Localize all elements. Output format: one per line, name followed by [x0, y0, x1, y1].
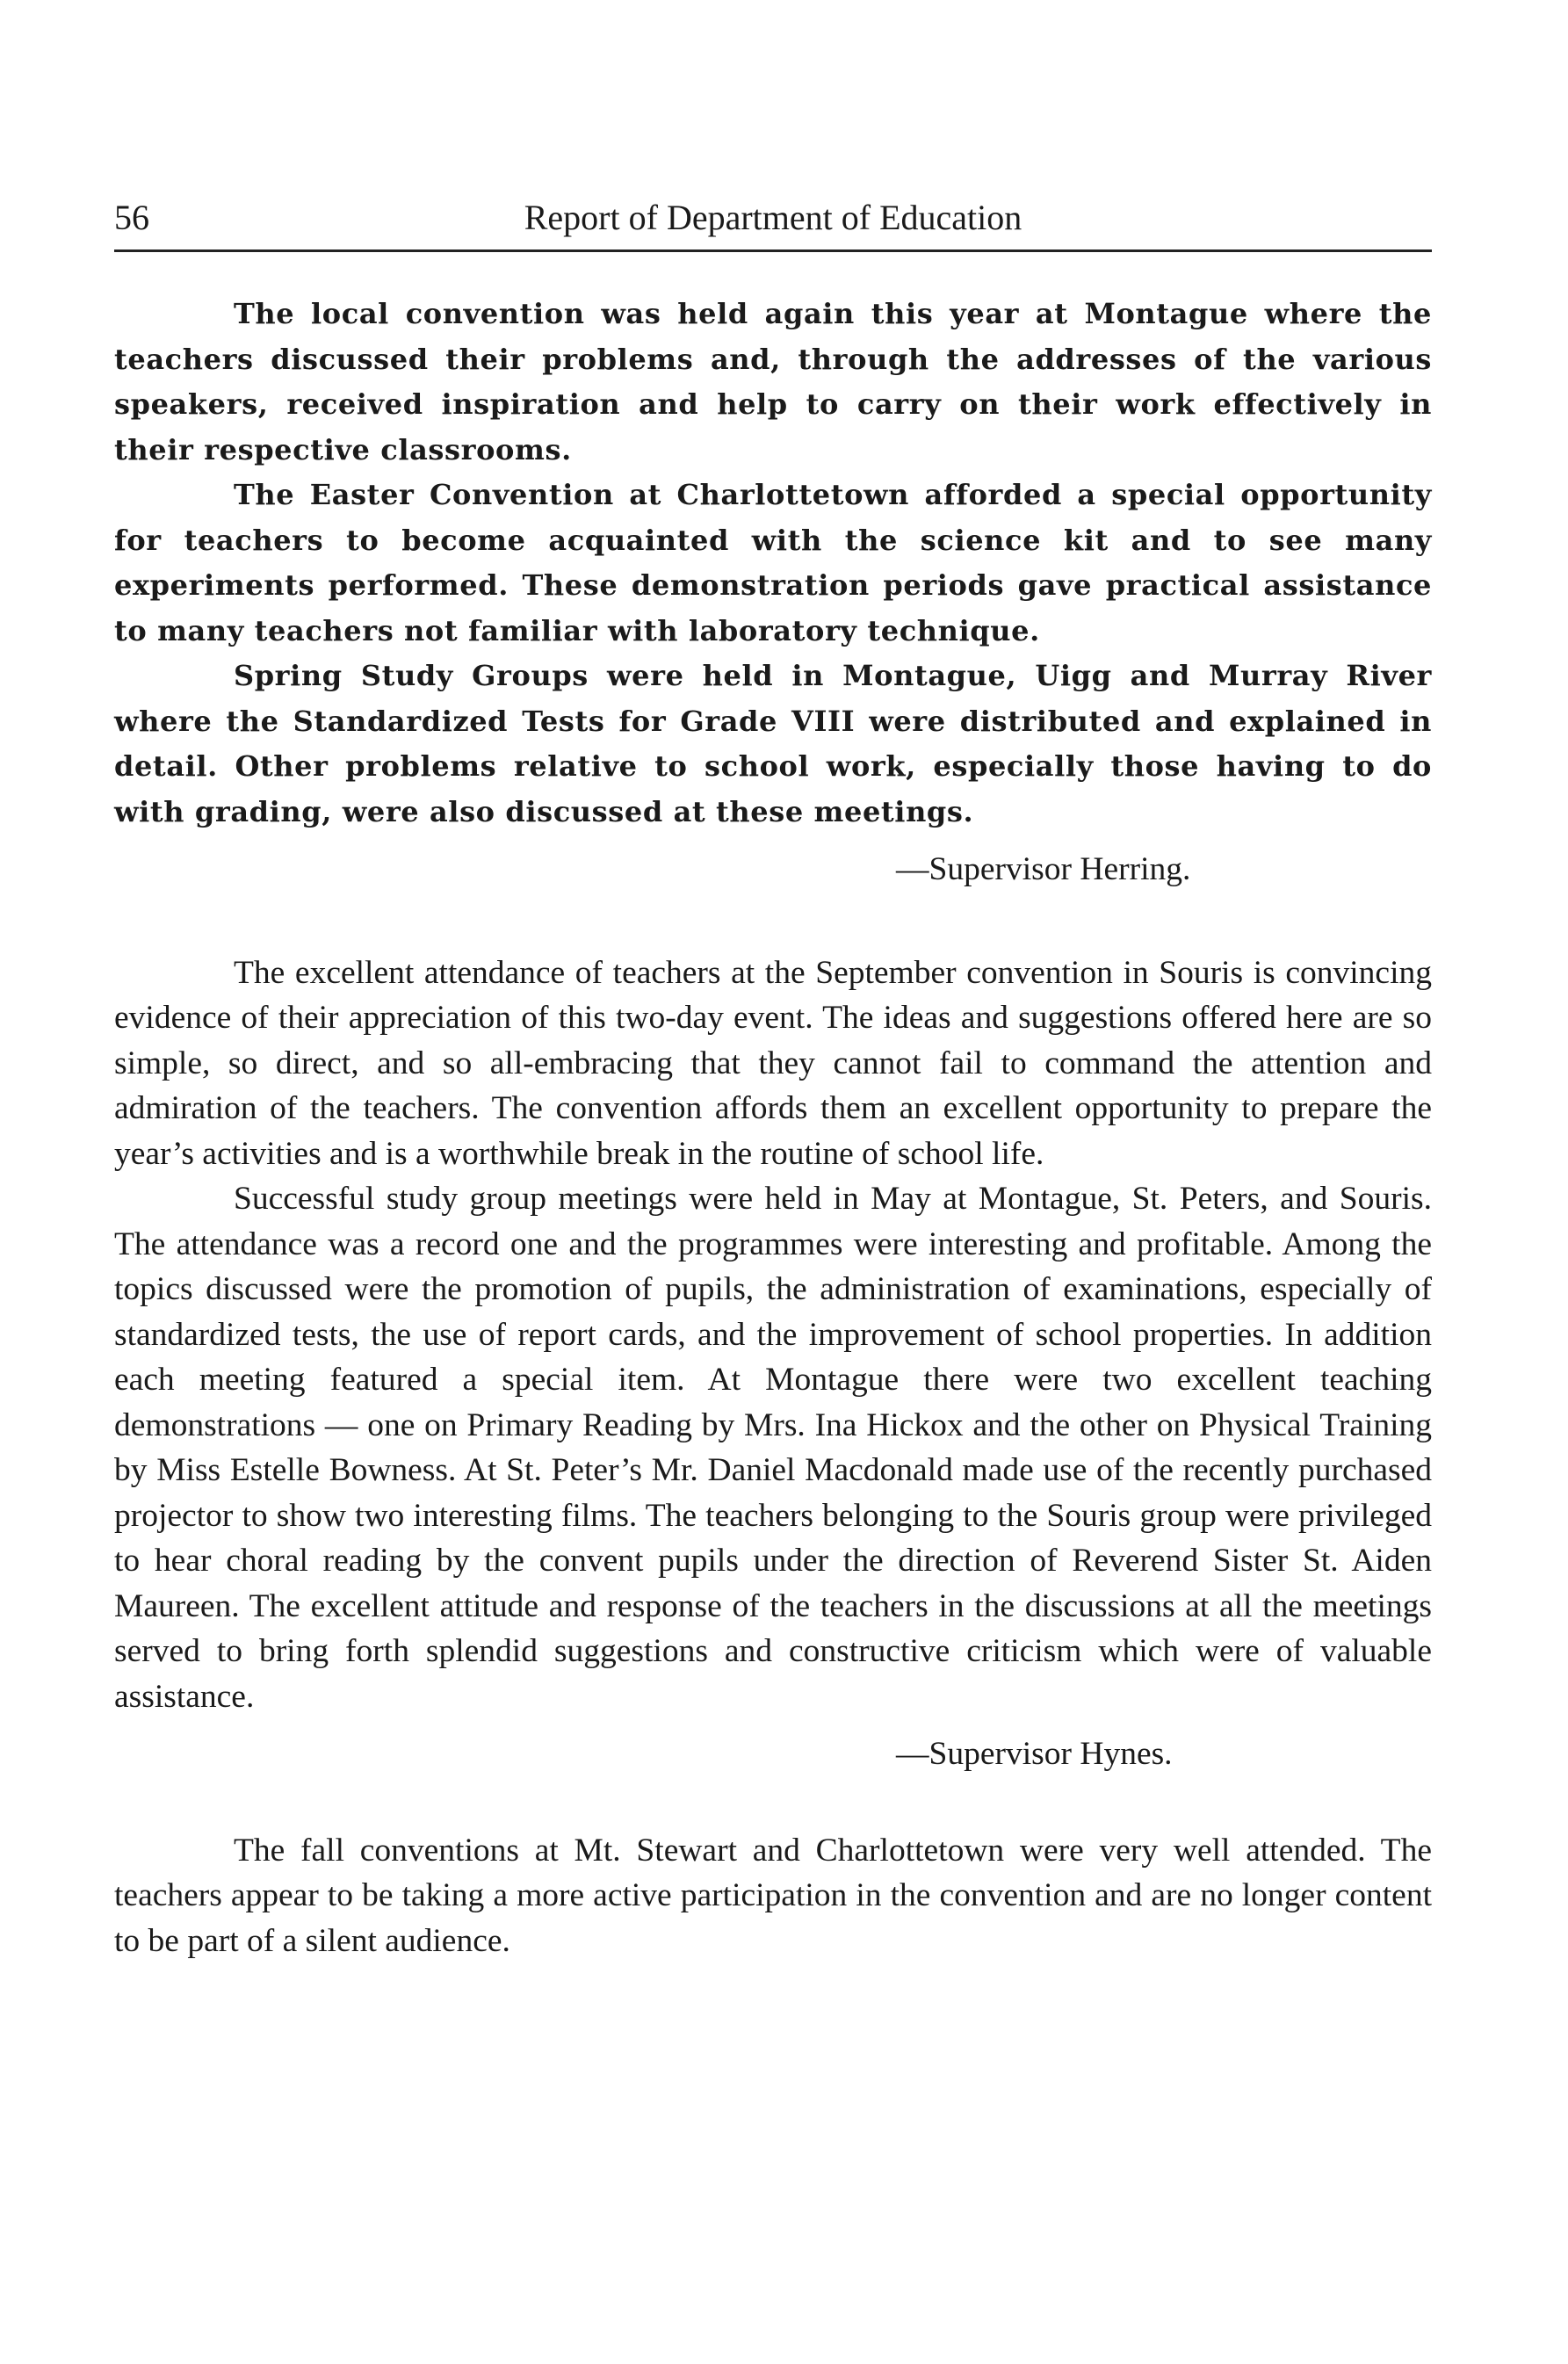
body-text — [114, 292, 1432, 1963]
section-herring — [114, 292, 1432, 835]
section-hynes — [114, 951, 1432, 1720]
running-title: Report of Department of Education — [524, 198, 1022, 237]
signature-herring: —Supervisor Herring. — [896, 851, 1191, 887]
page-number: 56 — [114, 198, 149, 237]
paragraph: The Easter Convention at Charlottetown afforded a special opportunity for teachers to become acquainted with the science kit and to see many experiments performed. These demonstration periods gave practical assistance to many teachers not familiar with laboratory technique. — [114, 478, 1432, 647]
paragraph: The fall conventions at Mt. Stewart and Charlottetown were very well attended. The teachers appear to be taking a more active participation in the convention and are no longer content to be part of a silent audience. — [114, 1832, 1432, 1959]
paragraph: The excellent attendance of teachers at the September convention in Souris is convincing evidence of their appreciation of this two-day event. The ideas and suggestions offered here are so simple, so direct, and so all-embracing that they cannot fail to command the attention and admiration of the teachers. The convention affords them an excellent opportunity to prepare the year’s activities and is a worthwhile break in the routine of school life. — [114, 954, 1432, 1172]
section-fall-conventions — [114, 1828, 1432, 1964]
section-divider-space — [114, 1777, 1432, 1828]
page-header — [114, 195, 1432, 252]
paragraph: The local convention was held again this year at Montague where the teachers discussed their problems and, through the addresses of the various speakers, received inspiration and help to carry on their work effectively in their respective classrooms. — [114, 297, 1432, 466]
section-divider-space — [114, 893, 1432, 951]
signature-hynes: —Supervisor Hynes. — [896, 1736, 1173, 1772]
paragraph: Spring Study Groups were held in Montague, Uigg and Murray River where the Standardized Tests for Grade VIII were distributed and explained in detail. Other problems relative to school work, especially those having to do with grading, were also discussed at these meetings. — [114, 659, 1432, 828]
paragraph: Successful study group meetings were held in May at Montague, St. Peters, and Souris. The attendance was a record one and the programmes were interesting and profitable. Among the topics discussed were the promotion of pupils, the administration of examinations, especially of standardized tests, the use of report cards, and the improvement of school properties. In addition each meeting featured a special item. At Montague there were two excellent teaching demonstrations — one on Primary Reading by Mrs. Ina Hickox and the other on Physical Training by Miss Estelle Bowness. At St. Peter’s Mr. Daniel Macdonald made use of the recently purchased projector to show two interesting films. The teachers belonging to the Souris group were privileged to hear choral reading by the convent pupils under the direction of Reverend Sister St. Aiden Maureen. The excellent attitude and response of the teachers in the discussions at all the meetings served to bring forth splendid suggestions and constructive criticism which were of valuable assistance. — [114, 1181, 1432, 1715]
